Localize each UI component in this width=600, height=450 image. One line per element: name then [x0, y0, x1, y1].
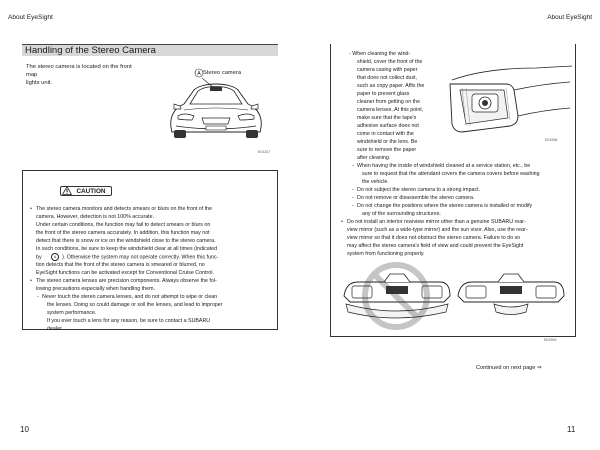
figure-code: E01107 — [258, 150, 271, 154]
caution-line: • The stereo camera lenses are precision components. Always observe the fol- — [36, 277, 217, 285]
body-line: - Do not remove or disassemble the stereo camera. — [352, 195, 475, 201]
caution-triangle-icon — [62, 186, 72, 195]
body-line: system from functioning properly. — [347, 251, 425, 257]
rearview-mirror-figure — [338, 262, 570, 338]
section-title: Handling of the Stereo Camera — [22, 44, 278, 56]
caution-line: In such conditions, be sure to keep the windshield clear at all times (indicated — [36, 246, 218, 252]
continued-text: Continued on next page — [476, 365, 536, 371]
running-header-left: About EyeSight — [8, 14, 53, 21]
body-line: camera casing with paper — [357, 67, 418, 73]
body-line: shield, cover the front of the — [357, 59, 423, 65]
body-line: camera lenses. At this point, — [357, 107, 424, 113]
body-line: windshield or the lens. Be — [357, 139, 418, 145]
caution-line: the lenses. Doing so could damage or soil the lenses, and lead to improper — [47, 302, 223, 308]
body-line: - Do not change the positions where the stereo camera is installed or modify — [352, 203, 533, 209]
body-line: view mirror (such as a wide-type mirror) and the sun visor. Also, use the rear- — [347, 227, 528, 233]
figure-code: E01908 — [545, 138, 558, 142]
body-line: make sure that the tape's — [357, 115, 417, 121]
body-line: cleaner from getting on the — [357, 99, 421, 105]
caution-line: detect that there is snow or ice on the windshield close to the stereo camera. — [36, 238, 216, 244]
body-line: - When cleaning the wind- — [349, 51, 411, 57]
body-line: adhesive surface does not — [357, 123, 419, 129]
stereo-camera-label: Stereo camera — [203, 70, 242, 76]
caution-line-start: by — [36, 254, 42, 261]
body-line: come in contact with the — [357, 131, 414, 137]
body-line: may affect the stereo camera's field of view and could prevent the EyeSight — [347, 243, 524, 249]
body-line: after cleaning. — [357, 155, 391, 161]
continued-note — [476, 365, 542, 371]
caution-line-rest: ). Otherwise the system may not operate correctly. When this func- — [62, 254, 219, 261]
svg-text:A: A — [197, 71, 201, 77]
intro-line: lights unit. — [26, 80, 53, 86]
caution-line: camera. However, detection is not 100% accurate. — [36, 214, 155, 220]
body-line: the vehicle. — [362, 179, 389, 185]
caution-line: EyeSight functions can be activated except for Conventional Cruise Control. — [36, 270, 214, 276]
caution-line: system performance. — [47, 310, 97, 316]
body-line: any of the surrounding structures. — [362, 211, 441, 217]
figure-code: E01909 — [544, 338, 557, 342]
intro-text — [26, 63, 136, 87]
caution-line: - Never touch the stereo camera lenses, and do not attempt to wipe or clean — [37, 294, 218, 300]
genuine-mirror-illustration — [458, 274, 564, 315]
body-line: such as copy paper. Affix the — [357, 83, 425, 89]
arrow-right-icon: ⇒ — [536, 365, 542, 371]
page-number-right: 11 — [567, 425, 576, 434]
running-header-right: About EyeSight — [547, 14, 592, 21]
page-number-left: 10 — [20, 425, 29, 434]
body-line: • Do not install an interior rearview mirror other than a genuine SUBARU rear- — [347, 218, 526, 226]
body-line: that does not collect dust, — [357, 75, 418, 81]
body-line: sure to remove the paper — [357, 147, 417, 153]
caution-line: the front of the stereo camera accurately. In addition, this function may not — [36, 230, 210, 236]
caution-line: If you ever touch a lens for any reason, be sure to contact a SUBARU — [47, 318, 211, 324]
body-line: - When having the inside of windshield cleaned at a service station, etc., be — [352, 163, 531, 169]
caution-label: CAUTION — [60, 186, 112, 196]
body-line: view mirror so that it does not obstruct the stereo camera. Failure to do so — [347, 235, 521, 241]
body-line: - Do not subject the stereo camera to a strong impact. — [352, 187, 481, 193]
indicator-a-icon: A — [51, 253, 59, 261]
caution-line: tion detects that the front of the stereo camera is smeared or blurred, no — [36, 262, 205, 268]
body-line: paper to prevent glass — [357, 91, 410, 97]
body-line: sure to request that the attendant covers the camera covers before washing — [362, 171, 540, 177]
stereo-camera-car-figure — [150, 62, 282, 162]
intro-line: The stereo camera is located on the front map — [26, 64, 132, 78]
caution-line: Under certain conditions, the function may fail to detect smears or blurs on — [36, 222, 211, 228]
caution-line: dealer. — [47, 326, 63, 332]
caution-line: lowing precautions especially when handling them. — [36, 286, 155, 292]
caution-line: • The stereo camera monitors and detects smears or blurs on the front of the — [36, 205, 212, 213]
camera-cover-figure — [446, 60, 574, 144]
